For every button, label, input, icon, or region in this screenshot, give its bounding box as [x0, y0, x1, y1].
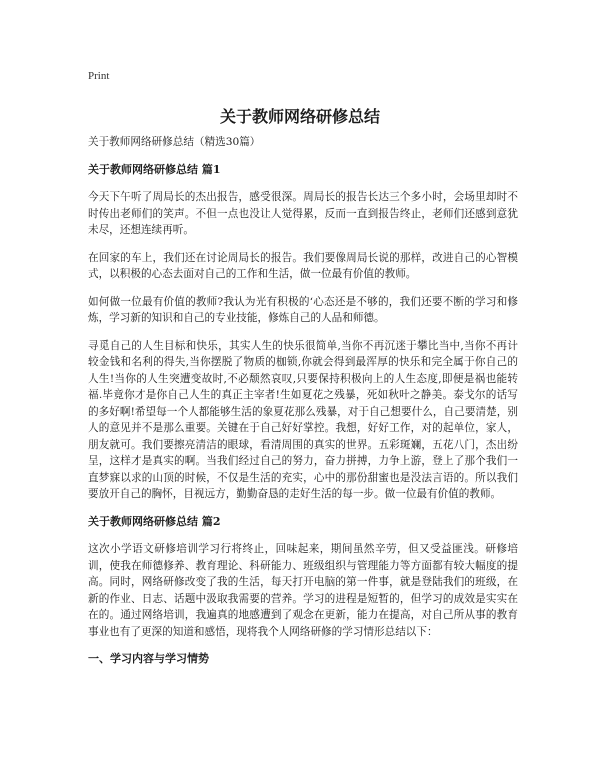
- paragraph: 今天下午听了周局长的杰出报告，感受很深。周局长的报告长达三个多小时，会场里却时不时传出老师们的笑声。不但一点也没让人觉得累，反而一直到报告终止，老师们还感到意犹未尽，还想连续再听。: [88, 191, 518, 236]
- paragraph: 这次小学语文研修培训学习行将终止，回味起来，期间虽然辛劳，但又受益匪浅。研修培训，使我在师德修养、教育理论、科研能力、班级组织与管理能力等方面都有较大幅度的提高。同时，网络研修改变了我的生活，每天打开电脑的第一件事，就是登陆我们的班级，在新的作业、日志、话题中汲取我需要的营养。学习的进程是短暂的，但学习的成效是实实在在的。通过网络培训，我遍真的地感遭到了观念在更新，能力在提高，对自己所从事的教育事业也有了更深的知道和感悟，现将我个人网络研修的学习情形总结以下：: [88, 543, 518, 638]
- paragraph: 在回家的车上，我们还在讨论周局长的报告。我们要像周局长说的那样，改进自己的心智模式，以积极的心态去面对自己的工作和生活，做一位最有价值的教师。: [88, 251, 518, 280]
- print-label[interactable]: Print: [88, 70, 110, 82]
- document-subtitle: 关于教师网络研修总结（精选30篇）: [88, 136, 261, 148]
- paragraph: 寻觅自己的人生目标和快乐，其实人生的快乐很简单,当你不再沉迷于攀比当中,当你不再计较金钱和名利的得失,当你摆脱了物质的枷锁,你就会得到最浑厚的快乐和完全属于你自己的人生!当你的人生突遭变故时,不必颓然哀叹,只要保持积极向上的人生态度,即便是祸也能转福.毕竟你才是你自己人生的真正主宰者!生如夏花之残暴，死如秋叶之静美。泰戈尔的话写的多好啊!希望每一个人都能够生活的象夏花那么残暴，对于自己想要什么，自己要清楚，别人的意见并不是那么重要。关键在于自己好好掌控。我想，好好工作，对的起单位，家人，朋友就可。我们要擦亮清洁的眼球，看清周围的真实的世界。五彩斑斓，五花八门，杰出纷呈，这样才是真实的啊。当我们经过自己的努力，奋力拼搏，力争上游，登上了那个我们一直梦寐以求的山顶的时候，不仅是生活的充实，心中的那份甜蜜也是没法言语的。所以我们要放开自己的胸怀，目视远方，勤勤奋恳的走好生活的每一步。做一位最有价值的教师。: [88, 339, 518, 500]
- document-body: [88, 134, 518, 679]
- section-heading: 关于教师网络研修总结 篇1: [88, 162, 221, 176]
- subsection-heading: 一、学习内容与学习情势: [88, 652, 209, 665]
- section-heading: 关于教师网络研修总结 篇2: [88, 514, 221, 528]
- paragraph: 如何做一位最有价值的教师?我认为光有积极的‘心态还是不够的，我们还要不断的学习和修炼，学习新的知识和自己的专业技能，修炼自己的人品和师德。: [88, 295, 518, 324]
- page-title: 关于教师网络研修总结: [219, 107, 380, 126]
